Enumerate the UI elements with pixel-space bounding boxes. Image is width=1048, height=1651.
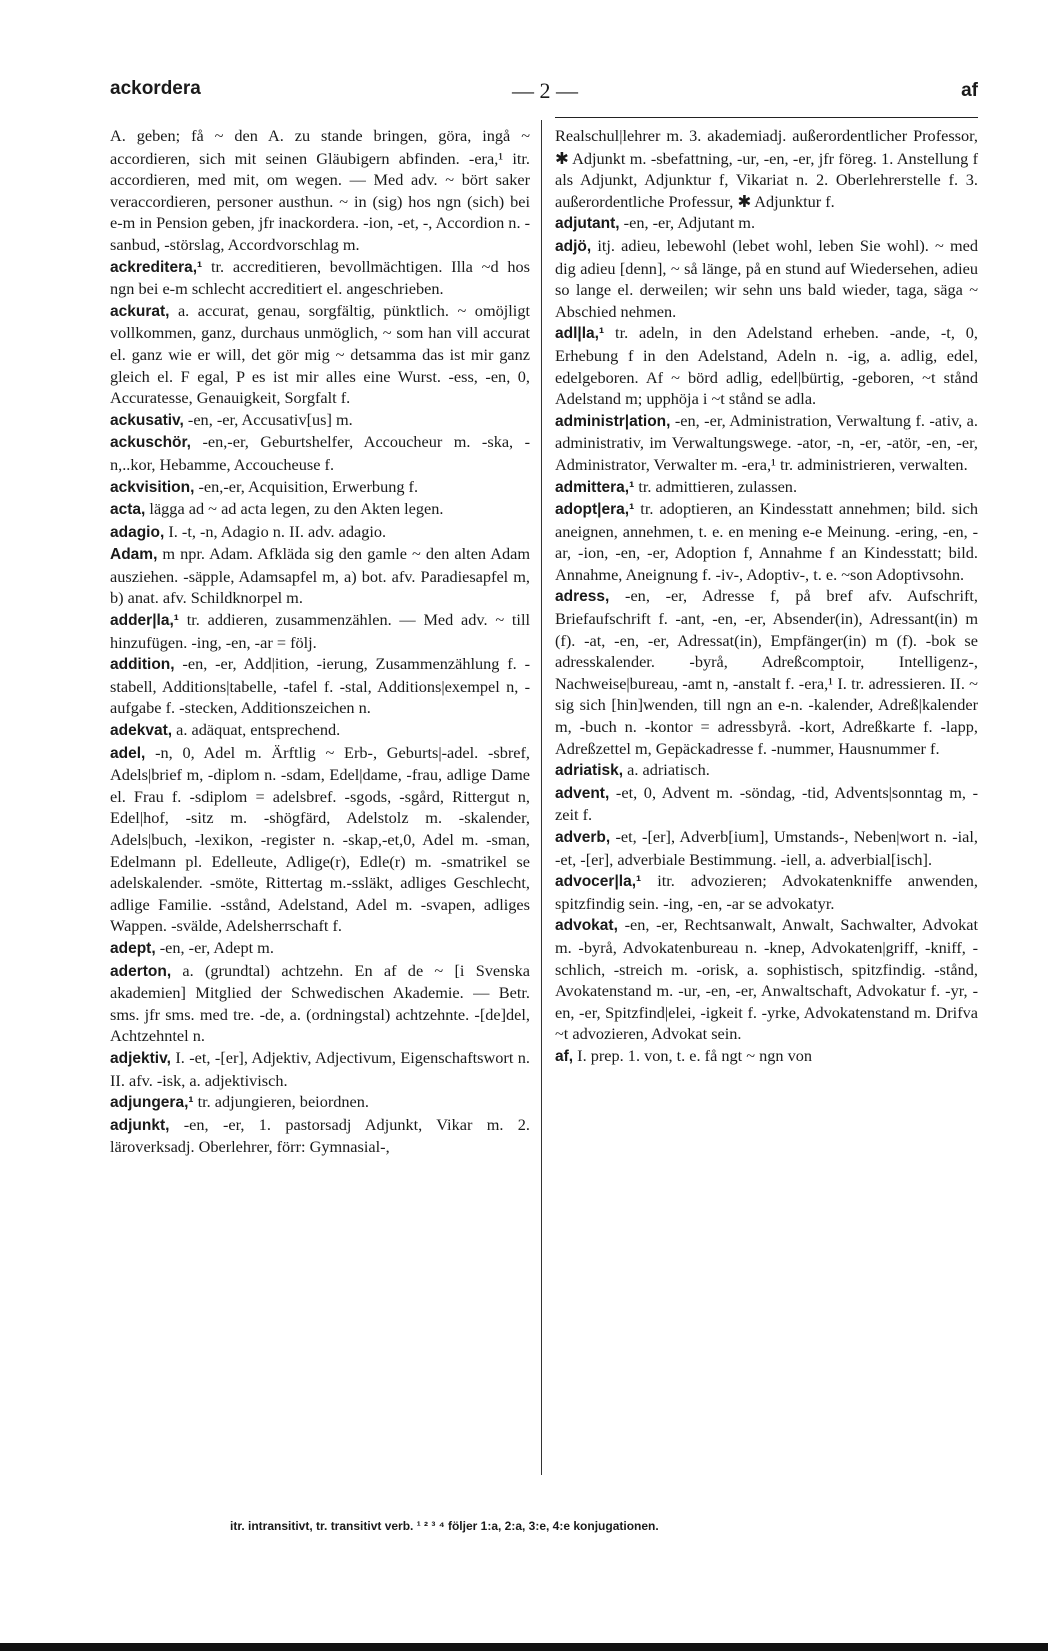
entry-definition: tr. adjungieren, beiordnen. — [197, 1092, 369, 1112]
left-column — [110, 125, 530, 1158]
entry-definition: -en, -er, Accusativ[us] m. — [187, 409, 353, 429]
entry-headword: adl|la,¹ — [555, 325, 605, 343]
entry-headword: adverb, — [555, 829, 611, 846]
entry-definition: -en, -er, Rechtsanwalt, Anwalt, Sachwalter, Advokat m. -byrå, Advokatenbureau n. -knep, Advokaten|griff, -kniff, -schlich, -streich m. -orisk, a. sophistisch, spitzfindig. -stånd, Avokatenstand m. -ur, -en, -er, Anwaltschaft, Advokatur f. -yr, -en, -er, Spitzfind|elei, -igkeit f. -yrke, Advokatenstand m. Drifva ~t advozieren, Advokat sein. — [555, 915, 979, 1044]
dictionary-entry — [555, 322, 978, 409]
entry-definition: itr. advozieren; Advokatenkniffe anwenden, spitzfindig sein. -ing, -en, -ar se advokatyr. — [555, 871, 978, 913]
dictionary-entry — [110, 1091, 530, 1114]
entry-definition: I. -t, -n, Adagio n. II. adv. adagio. — [168, 521, 387, 541]
entry-headword: admittera,¹ — [555, 478, 635, 496]
page-header — [110, 78, 978, 106]
entry-definition: tr. adoptieren, an Kindesstatt annehmen; bild. sich aneignen, annehmen, t. e. en mening e-e Meinung. -ering, -en, -ar, -ion, -en, -er, Adoption f, Annahme f an Kindesstatt; bild. Annahme, Aneignung f. -iv-, Adoptiv-, t. e. ~son Adoptivsohn. — [555, 499, 979, 584]
dictionary-entry — [555, 235, 978, 322]
dictionary-entry — [110, 960, 530, 1047]
entry-headword: adopt|era,¹ — [555, 501, 635, 519]
entry-definition: I. -et, -[er], Adjektiv, Adjectivum, Eigenschaftswort n. II. afv. -isk, a. adjektivisch. — [110, 1047, 530, 1090]
bottom-scan-edge — [0, 1643, 1048, 1651]
dictionary-entry — [110, 498, 530, 521]
entry-definition: m npr. Adam. Afkläda sig den gamle ~ den alten Adam ausziehen. -säpple, Adamsapfel m, a) bot. afv. Paradiesapfel m, b) anat. afv. Schildknorpel m. — [110, 544, 530, 608]
entry-definition: a. (grundtal) achtzehn. En af de ~ [i Svenska akademien] Mitglied der Schwedischen Akademie. — Betr. sms. jfr sms. med tre. -de, a. (ordningstal) achtzehnte. -[de]del, Achtzehntel n. — [110, 960, 530, 1046]
entry-definition: -n, 0, Adel m. Ärftlig ~ Erb-, Geburts|-adel. -sbref, Adels|brief m, -diplom n. -sdam, Edel|dame, -frau, adlige Dame el. Frau f. -sdiplom = adelsbref. -sgods, -sgård, Rittergut n, Edel|hof, -sitz m. -shögfärd, Adelstolz m. -skalender, Adels|buch, -lexikon, -register n. -skap,-et,0, Adel m. -sman, Edelmann pl. Edelleute, Adlige(r), Edle(r) m. -smatrikel se adelskalender. -smöte, Rittertag m.-ssläkt, adliges Geschlecht, adlige Familie. -sstånd, Adelstand, Adel m. -svapen, adliges Wappen. -svälde, Adelsherrschaft f. — [110, 742, 531, 936]
header-last-word: af — [961, 80, 978, 101]
entry-headword: adress, — [555, 588, 610, 606]
entry-headword: addition, — [110, 656, 175, 674]
entry-headword: ackuschör, — [110, 434, 191, 452]
dictionary-entry — [110, 476, 530, 499]
entry-headword: ackreditera,¹ — [110, 258, 203, 276]
entry-headword: adel, — [110, 744, 146, 762]
header-first-word: ackordera — [110, 78, 201, 99]
dictionary-entry — [555, 914, 978, 1045]
entry-headword: ackvisition, — [110, 478, 195, 496]
entry-definition: -et, -[er], Adverb[ium], Umstands-, Neben|wort n. -ial, -et, -[er], adverbiale Bestimmung. -iell, a. adverbial[isch]. — [555, 827, 978, 869]
dictionary-entry — [110, 609, 530, 653]
dictionary-entry — [555, 1045, 978, 1068]
entry-definition: tr. addieren, zusammenzählen. — Med adv. ~ till hinzufügen. -ing, -en, -ar = följ. — [110, 610, 530, 652]
entry-headword: af, — [555, 1047, 574, 1065]
entry-headword: adjungera,¹ — [110, 1094, 194, 1112]
entry-definition: -en,-er, Geburtshelfer, Accoucheur m. -ska, -n,..kor, Hebamme, Accoucheuse f. — [110, 432, 530, 474]
entry-definition: -en, -er, Add|ition, -ierung, Zusammenzählung f. -stabell, Additions|tabelle, -tafel f. -stal, Additions|exempel n, -aufgabe f. -stecken, Additionszeichen n. — [110, 654, 530, 718]
entry-definition: a. adriatisch. — [627, 760, 710, 780]
page-footer: itr. intransitivt, tr. transitivt verb. ¹ ² ³ ⁴ följer 1:a, 2:a, 3:e, 4:e konjugationen. — [230, 1519, 659, 1533]
entry-headword: advent, — [555, 784, 610, 802]
entry-headword: administr|ation, — [555, 412, 671, 430]
page-number: — 2 — — [512, 78, 578, 103]
entry-headword: adjektiv, — [110, 1049, 171, 1067]
entry-definition: A. geben; få ~ den A. zu stande bringen, göra, ingå ~ accordieren, sich mit seinen Gläubigern abfinden. -era,¹ itr. accordieren, med mit, om wegen. — Med adv. ~ bört saker veraccordieren, personer austhun. ~ in (sig) hos ngn (sich) bei e-m in Pension geben, jfr inackordera. -ion, -et, -, Accordion n. -sanbud, -störslag, Accordvorschlag m. — [110, 126, 531, 254]
column-top-rule — [555, 117, 978, 118]
entry-definition: -en, -er, Adjutant m. — [623, 213, 756, 233]
dictionary-entry — [110, 521, 530, 544]
entry-definition: -en, -er, Adresse f, på bref afv. Aufschrift, Briefaufschrift f. -ant, -en, -er, Absender(in), Adressant(in) m (f). -at, -en, -er, Adressat(in), Empfänger(in) m (f). -bok se adresskalender. -byrå, Adreßcomptoir, Intelligenz-, Nachweise|bureau, -amt n, -anstalt f. -era,¹ I. tr. adressieren. II. ~ sig sich [hin]wenden, till ngn an e-n. -kalender, Adreß|kalender m, -buch n. -kontor = adressbyrå. -kort, Adreßkarte f. -lapp, Adreßzettel m, Gepäckadresse f. -nummer, Hausnummer f. — [555, 586, 978, 758]
dictionary-entry — [110, 300, 530, 409]
dictionary-entry — [555, 498, 978, 585]
dictionary-entry — [110, 653, 530, 719]
dictionary-entry — [110, 742, 530, 937]
dictionary-entry — [110, 409, 530, 432]
entry-headword: adept, — [110, 939, 156, 957]
dictionary-entry — [555, 585, 978, 759]
dictionary-entry — [555, 759, 978, 782]
dictionary-entry — [110, 256, 530, 300]
entry-definition: -et, 0, Advent m. -söndag, -tid, Advents|sonntag m, -zeit f. — [555, 782, 978, 825]
entry-definition: -en,-er, Acquisition, Erwerbung f. — [198, 476, 419, 496]
entry-definition: I. prep. 1. von, t. e. få ngt ~ ngn von — [577, 1045, 813, 1065]
entry-definition: -en, -er, Adept m. — [159, 937, 274, 957]
dictionary-entry — [110, 431, 530, 475]
dictionary-entry — [555, 476, 978, 499]
dictionary-entry — [555, 410, 978, 476]
entry-headword: adagio, — [110, 523, 165, 541]
dictionary-entry — [110, 719, 530, 742]
entry-definition: -en, -er, 1. pastorsadj Adjunkt, Vikar m. 2. läroverksadj. Oberlehrer, förr: Gymnasial-, — [110, 1114, 530, 1157]
entry-headword: acta, — [110, 501, 146, 519]
dictionary-entry — [555, 782, 978, 826]
entry-definition: tr. admittieren, zulassen. — [638, 476, 798, 496]
entry-definition: tr. adeln, in den Adelstand erheben. -ande, -t, 0, Erhebung f in den Adelstand, Adeln n. -ig, a. adlig, edel, edelgeboren. Af ~ börd adlig, edel|bürtig, -geboren, ~t stånd Adelstand m; upphöja i ~t stånd se adla. — [555, 323, 978, 409]
entry-headword: advokat, — [555, 917, 618, 935]
entry-definition: -en, -er, Administration, Verwaltung f. -ativ, a. administrativ, im Verwaltungswege. -ator, -n, -er, -atör, -en, -er, Administrator, Verwalter m. -era,¹ tr. administrieren, verwalten. — [555, 410, 978, 474]
entry-headword: ackusativ, — [110, 411, 184, 429]
entry-definition: tr. accreditieren, bevollmächtigen. Illa ~d hos ngn bei e-m schlecht accreditiert el. angeschrieben. — [110, 256, 530, 299]
entry-headword: adjunkt, — [110, 1116, 170, 1134]
entry-headword: aderton, — [110, 962, 172, 980]
entry-definition: a. adäquat, entsprechend. — [176, 720, 341, 740]
right-column — [555, 125, 978, 1068]
entry-definition: itj. adieu, lebewohl (lebet wohl, leben Sie wohl). ~ med dig adieu [denn], ~ så länge, på en stund auf Wiedersehen, adieu so lange el. derweilen; wir sehn uns bald wieder, taga, säga ~ Abschied nehmen. — [555, 235, 978, 321]
dictionary-entry — [555, 870, 978, 914]
entry-definition: lägga ad ~ ad acta legen, zu den Akten legen. — [149, 499, 444, 519]
column-divider — [541, 120, 542, 1475]
entry-definition: Realschul|lehrer m. 3. akademiadj. außerordentlicher Professor, ✱ Adjunkt m. -sbefattning, -ur, -en, -er, jfr föreg. 1. Anstellung f als Adjunkt, Adjunktur f, Vikariat n. 2. Oberlehrerstelle f. 3. außerordentliche Professur, ✱ Adjunktur f. — [555, 126, 978, 211]
entry-headword: adriatisk, — [555, 762, 624, 780]
dictionary-entry — [110, 543, 530, 609]
dictionary-entry — [110, 1114, 530, 1158]
entry-headword: adekvat, — [110, 722, 173, 740]
entry-headword: adjutant, — [555, 215, 620, 233]
entry-headword: adjö, — [555, 237, 592, 255]
dictionary-entry — [110, 125, 530, 256]
entry-headword: Adam, — [110, 546, 158, 564]
entry-headword: advocer|la,¹ — [555, 873, 642, 891]
dictionary-entry — [555, 212, 978, 235]
dictionary-entry — [110, 1047, 530, 1091]
dictionary-entry — [110, 937, 530, 960]
dictionary-entry — [555, 125, 978, 212]
entry-headword: adder|la,¹ — [110, 612, 179, 630]
entry-definition: a. accurat, genau, sorgfältig, pünktlich. ~ omöjligt vollkommen, ganz, durchaus unmöglich, ~ som han vill accurat el. ganz wie er will, det gör mig ~ detsamma das ist mir ganz gleich el. F egal, P es ist mir alles eine Wurst. -ess, -en, 0, Accuratesse, Genauigkeit, Sorgfalt f. — [110, 300, 530, 408]
entry-headword: ackurat, — [110, 302, 170, 320]
dictionary-entry — [555, 826, 978, 870]
